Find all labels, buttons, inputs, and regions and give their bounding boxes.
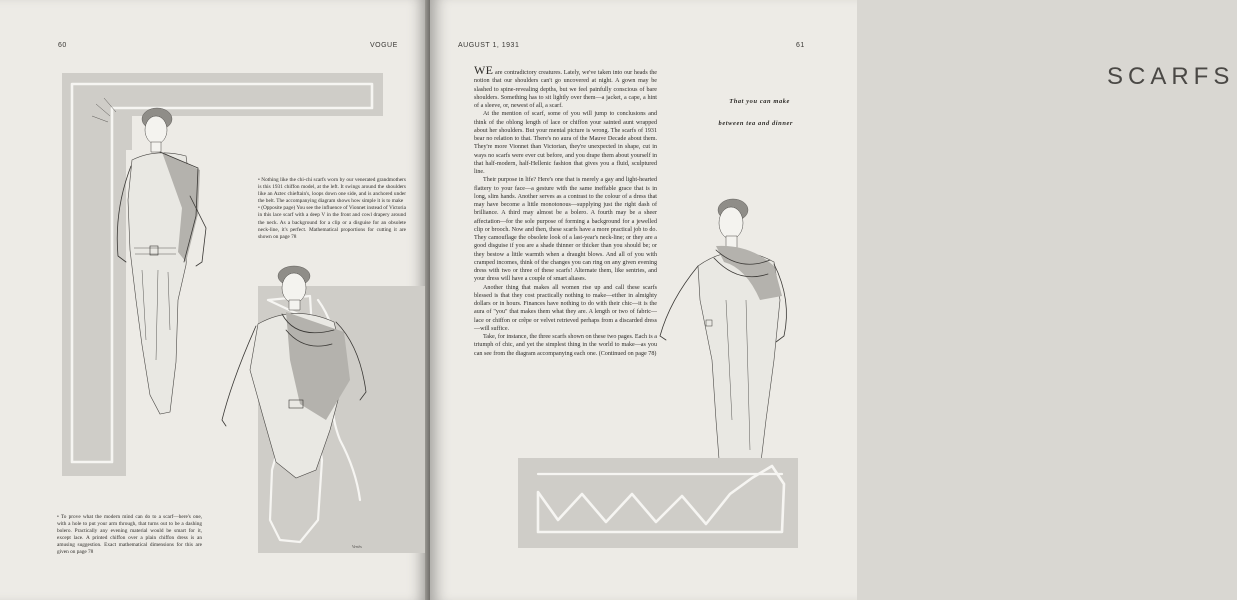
- caption-middle: [258, 177, 406, 241]
- article-para-5: Take, for instance, the three scarfs shown on these two pages. Each is a triumph of chic, and yet the simplest thing in the world to make—as you can see from the diagram accompanying each one. (Continued on page 78): [474, 334, 657, 357]
- article-title: SCARFS: [1107, 63, 1235, 90]
- right-running-head: AUGUST 1, 1931: [458, 42, 520, 49]
- article-para-1-text: are contradictory creatures. Lately, we've taken into our heads the notion that our shoulders can't go uncovered at night. A gown may be slashed to spine-revealing depths, but we feel painfully conscious of bare shoulders. Something has to sit lightly over them—a jacket, a cape, a hint of a sleeve, or, newest of all, a scarf.: [474, 70, 657, 109]
- article-para-1: [474, 63, 657, 110]
- caption-bottom-para: • To prove what the modern mind can do to a scarf—here's one, with a hole to put your arm through, that turns out to be a dashing bolero. Practically any evening material would be smart for it, except lace. A printed chiffon over a plain chiffon dress is an amusing suggestion. Exact mathematical dimensions for this are given on page 78: [57, 514, 202, 556]
- left-page-number: 60: [58, 42, 67, 49]
- left-page: [0, 0, 428, 600]
- fashion-illustration-left: [0, 0, 428, 600]
- caption-middle-para-2: • (Opposite page) You see the influence of Vionnet instead of Victoria in this lace scarf with a deep V in the front and cowl drapery around the neck. As a background for a clip or a disguise for an obsolete neck-line, it's perfect. Mathematical proportions for cutting it are shown on page 78: [258, 205, 406, 240]
- figure-bolero: [117, 108, 206, 414]
- article-subtitle-line-2: between tea and dinner: [718, 120, 793, 127]
- article-para-3: Their purpose in life? Here's one that is merely a gay and light-hearted flattery to your face—a gesture with the same ineffable grace that is in long, slim hands. Another serves as a contrast to the colour of a dress that may have become a little monotonous—supplying just the right dash of brilliance. A third may almost be a bolero. A fourth may be a sheer affectation—for the sole purpose of forming a background for a jewelled clip or brooch. Now and then, these scarfs have a more practical job to do. They camouflage the obsolete look of a last-year's neck-line; or they are a good disguise if you are a shade thinner or thicker than you should be; or they bestow a little warmth when a draught blows. And all of you with cramped incomes, think of the changes you can ring on any given evening dress with two or three of these scarfs! Alternate them, like sentries, and your dress will have a couple of smart aliases.: [474, 177, 657, 283]
- figure-cowl-scarf: [660, 199, 786, 472]
- article-dropcap: WE: [474, 63, 494, 77]
- article-subtitle-line-1: That you can make: [729, 98, 790, 105]
- caption-bottom: [57, 514, 202, 557]
- article-body: [474, 63, 657, 358]
- left-running-head: VOGUE: [370, 42, 398, 49]
- article-para-4: Another thing that makes all women rise up and call these scarfs blessed is that they cost practically nothing to make—either in almighty dollars or in hours. Finances have nothing to do with their chic—it is the aura of "you" that makes them what they are. A length or two of fabric—lace or chiffon or crêpe or velvet retrieved perhaps from a discarded dress—will suffice.: [474, 284, 657, 332]
- article-para-2: At the mention of scarf, some of you will jump to conclusions and think of the oblong length of lace or chiffon your sainted aunt wrapped about her shoulders. But your mental picture is wrong. The scarfs of 1931 bear no relation to that. There's no aura of the Mauve Decade about them. They're more Vionnet than Victorian, they're unexpected in shape, cut in ways no scarfs were ever cut before, and you drape them about yourself in that half-modern, half-Hellenic fashion that gives you a fluid, sculptured line.: [474, 111, 657, 175]
- illustrator-signature: Vertès: [352, 544, 362, 549]
- caption-middle-para-1: • Nothing like the chi-chi scarfs worn by our venerated grandmothers is this 1931 chiffon model, at the left. It swings around the shoulders like an Aztec chieftain's, loops down one side, and is anchored under the belt. The accompanying diagram shows how simple it is to make: [258, 177, 406, 205]
- right-page-number: 61: [796, 42, 805, 49]
